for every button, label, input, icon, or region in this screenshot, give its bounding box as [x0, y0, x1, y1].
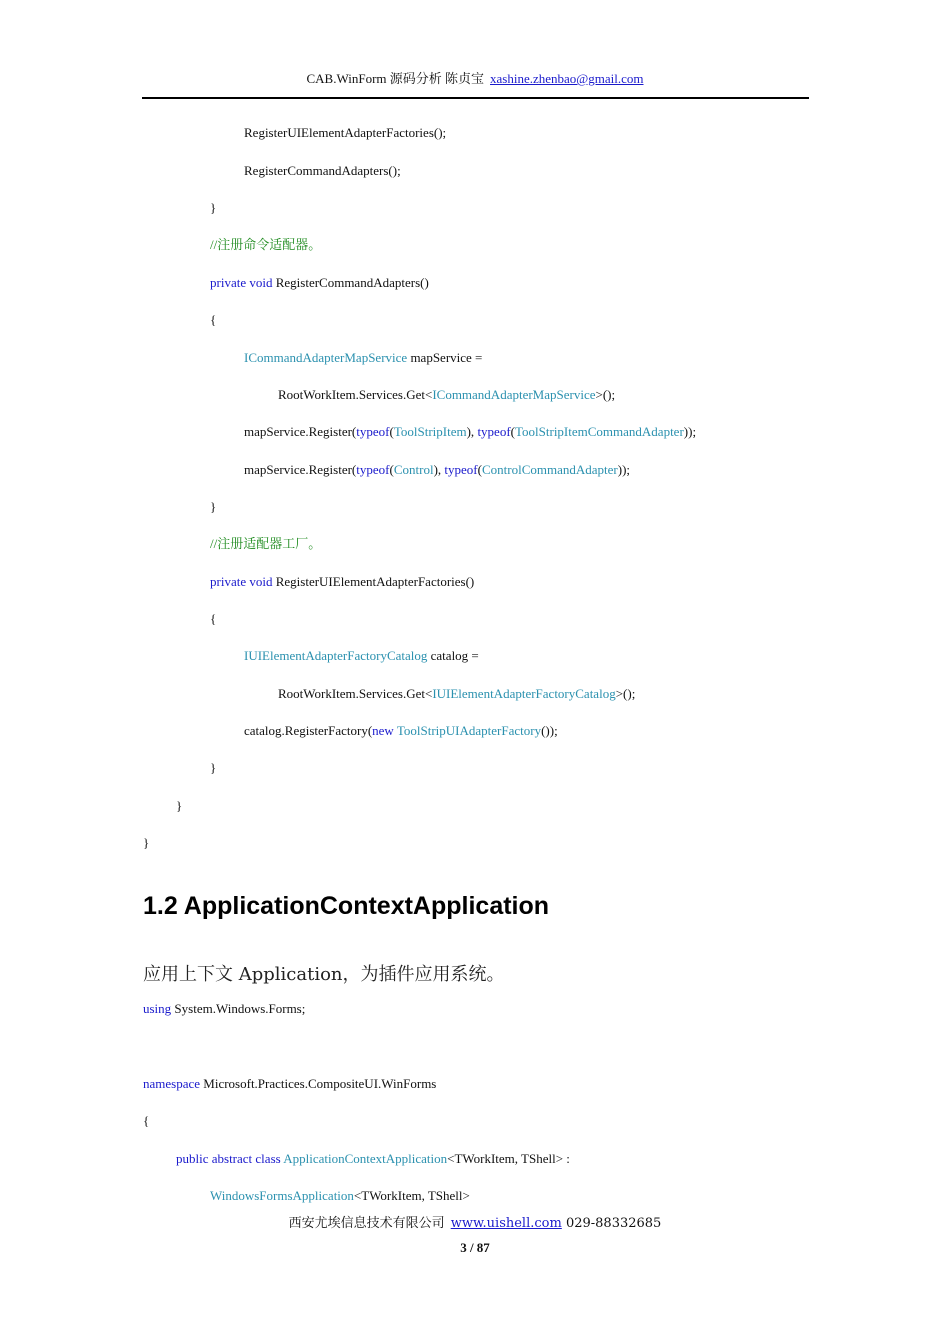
footer-company: 西安尤埃信息技术有限公司 [288, 1216, 445, 1231]
code-line: private void RegisterCommandAdapters() [210, 275, 429, 290]
page-header [0, 68, 950, 87]
header-divider [142, 97, 809, 99]
footer-url-link[interactable]: www.uishell.com [450, 1216, 562, 1231]
page-footer [0, 1212, 950, 1231]
code-line: WindowsFormsApplication<TWorkItem, TShell> [210, 1188, 470, 1203]
code-line: { [210, 312, 217, 327]
code-line: RegisterCommandAdapters(); [244, 163, 401, 178]
code-line: } [210, 200, 217, 215]
code-line: RegisterUIElementAdapterFactories(); [244, 125, 447, 140]
code-comment: //注册命令适配器。 [210, 237, 322, 252]
code-line: using System.Windows.Forms; [143, 1001, 306, 1016]
header-title: CAB.WinForm 源码分析 陈贞宝 [306, 71, 485, 86]
code-line: } [176, 798, 183, 813]
code-line: } [210, 760, 217, 775]
code-line: RootWorkItem.Services.Get<IUIElementAdapterFactoryCatalog>(); [278, 686, 636, 701]
code-line: IUIElementAdapterFactoryCatalog catalog = [244, 648, 479, 663]
code-line: { [143, 1113, 150, 1128]
code-line: mapService.Register(typeof(ToolStripItem), typeof(ToolStripItemCommandAdapter)); [244, 424, 697, 439]
code-line: catalog.RegisterFactory(new ToolStripUIAdapterFactory()); [244, 723, 558, 738]
code-line: mapService.Register(typeof(Control), typeof(ControlCommandAdapter)); [244, 462, 631, 477]
header-email-link[interactable]: xashine.zhenbao@gmail.com [490, 71, 644, 86]
code-line: { [210, 611, 217, 626]
code-line: namespace Microsoft.Practices.CompositeUI.WinForms [143, 1076, 437, 1091]
section-description: 应用上下文 Application，为插件应用系统。 [143, 964, 505, 985]
code-line: RootWorkItem.Services.Get<ICommandAdapterMapService>(); [278, 387, 616, 402]
code-line: ICommandAdapterMapService mapService = [244, 350, 483, 365]
code-line: } [143, 835, 150, 850]
section-heading: 1.2 ApplicationContextApplication [143, 892, 550, 920]
code-line: public abstract class ApplicationContextApplication<TWorkItem, TShell> : [176, 1151, 570, 1166]
footer-phone: 029-88332685 [561, 1216, 662, 1231]
code-line: } [210, 499, 217, 514]
page-number: 3 / 87 [460, 1240, 490, 1255]
code-comment: //注册适配器工厂。 [210, 536, 322, 551]
code-line: private void RegisterUIElementAdapterFactories() [210, 574, 475, 589]
